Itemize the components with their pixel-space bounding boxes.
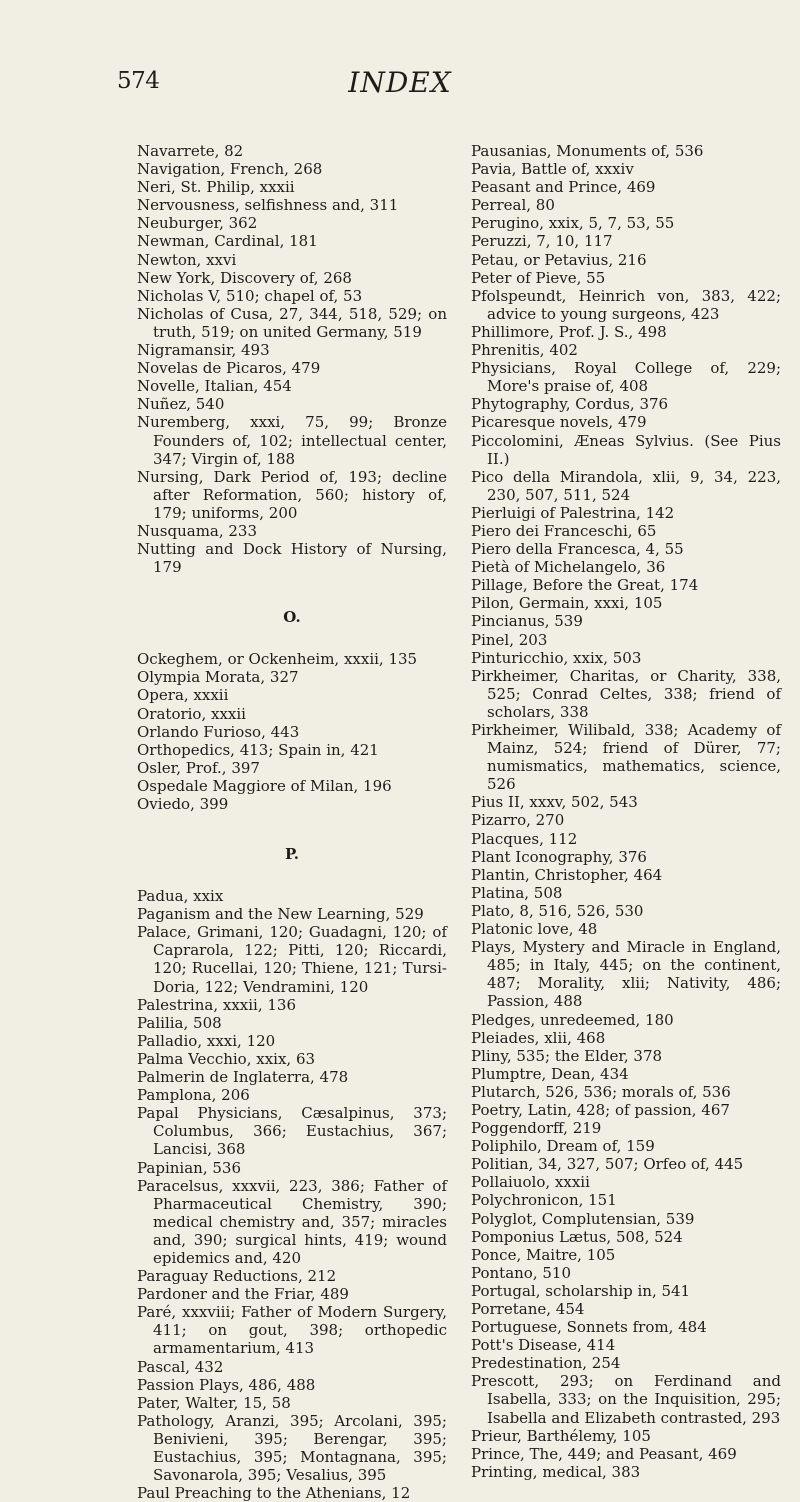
index-entry: Orlando Furioso, 443	[137, 722, 300, 741]
index-entry: Pliny, 535; the Elder, 378	[471, 1046, 663, 1065]
index-entry: Pomponius Lætus, 508, 524	[471, 1227, 683, 1246]
index-entry: Pavia, Battle of, xxxiv	[471, 160, 634, 179]
index-entry: Paracelsus, xxxvii, 223, 386; Father of Pharmaceutical Chemistry, 390; medical chemistry and, 357; miracles and, 390; surgical hints, 419; wound epidemics and, 420	[137, 1176, 447, 1267]
index-entry: Peasant and Prince, 469	[471, 178, 656, 197]
index-entry: Piccolomini, Æneas Sylvius. (See Pius II.)	[471, 431, 781, 468]
index-entry: Poggendorff, 219	[471, 1119, 602, 1138]
index-entry: Nusquama, 233	[137, 521, 258, 540]
index-entry: Navarrete, 82	[137, 142, 244, 160]
index-entry: Nuñez, 540	[137, 395, 225, 414]
index-entry: Piero della Francesca, 4, 55	[471, 540, 684, 559]
index-entry: New York, Discovery of, 268	[137, 268, 352, 287]
index-entry: Pleiades, xlii, 468	[471, 1028, 606, 1047]
section-letter-heading: O.	[283, 608, 301, 627]
index-entry: Nigramansir, 493	[137, 341, 270, 360]
index-entry: Pierluigi of Palestrina, 142	[471, 503, 675, 522]
index-entry: Placques, 112	[471, 829, 578, 848]
index-entry: Porretane, 454	[471, 1300, 585, 1318]
index-entry: Piero dei Franceschi, 65	[471, 521, 657, 540]
index-entry: Pirkheimer, Wilibald, 338; Academy of Mainz, 524; friend of Dürer, 77; numismatics, mathematics, science, 526	[471, 721, 781, 794]
index-entry: Printing, medical, 383	[471, 1462, 641, 1481]
index-entry: Oviedo, 399	[137, 795, 229, 813]
index-entry: Peruzzi, 7, 10, 117	[471, 232, 613, 251]
index-entry: Pamplona, 206	[137, 1086, 250, 1105]
index-entry: Poetry, Latin, 428; of passion, 467	[471, 1100, 730, 1119]
index-entry: Pascal, 432	[137, 1357, 224, 1376]
index-entry: Nervousness, selfishness and, 311	[137, 196, 399, 215]
index-entry: Novelas de Picaros, 479	[137, 359, 321, 378]
index-entry: Pizarro, 270	[471, 811, 565, 830]
index-entry: Poliphilo, Dream of, 159	[471, 1137, 655, 1156]
index-entry: Novelle, Italian, 454	[137, 377, 292, 396]
index-entry: Pater, Walter, 15, 58	[137, 1393, 291, 1412]
index-entry: Predestination, 254	[471, 1354, 621, 1373]
section-letter-heading: P.	[284, 845, 300, 864]
index-entry: Physicians, Royal College of, 229; More's praise of, 408	[471, 359, 781, 396]
index-entry: Polyglot, Complutensian, 539	[471, 1209, 695, 1228]
index-entry: Portuguese, Sonnets from, 484	[471, 1318, 707, 1337]
index-entry: Osler, Prof., 397	[137, 758, 260, 777]
index-entry: Navigation, French, 268	[137, 160, 323, 179]
index-entry: Paraguay Reductions, 212	[137, 1267, 337, 1286]
index-entry: Opera, xxxii	[137, 686, 229, 705]
index-entry: Orthopedics, 413; Spain in, 421	[137, 740, 379, 759]
index-entry: Pfolspeundt, Heinrich von, 383, 422; advice to young surgeons, 423	[471, 286, 781, 323]
index-entry: Newton, xxvi	[137, 250, 237, 269]
index-column-right	[471, 142, 781, 1481]
index-entry: Polychronicon, 151	[471, 1191, 617, 1210]
index-entry: Nuremberg, xxxi, 75, 99; Bronze Founders of, 102; intellectual center, 347; Virgin of, 188	[137, 413, 447, 468]
index-entry: Pilon, Germain, xxxi, 105	[471, 594, 663, 613]
index-entry: Pollaiuolo, xxxii	[471, 1173, 590, 1192]
index-entry: Pius II, xxxv, 502, 543	[471, 793, 638, 812]
index-entry: Plantin, Christopher, 464	[471, 865, 663, 884]
index-entry: Paré, xxxviii; Father of Modern Surgery, 411; on gout, 398; orthopedic armamentarium, 413	[137, 1303, 447, 1358]
index-entry: Oratorio, xxxii	[137, 704, 246, 723]
index-entry: Perreal, 80	[471, 196, 555, 215]
index-entry: Pirkheimer, Charitas, or Charity, 338, 525; Conrad Celtes, 338; friend of scholars, 338	[471, 666, 781, 721]
index-entry: Portugal, scholarship in, 541	[471, 1281, 691, 1300]
index-entry: Ockeghem, or Ockenheim, xxxii, 135	[137, 650, 418, 669]
index-entry: Pinturicchio, xxix, 503	[471, 648, 642, 667]
index-entry: Nicholas of Cusa, 27, 344, 518, 529; on truth, 519; on united Germany, 519	[137, 304, 447, 341]
index-entry: Paul Preaching to the Athenians, 12	[137, 1484, 411, 1502]
index-entry: Phrenitis, 402	[471, 341, 578, 360]
index-entry: Pledges, unredeemed, 180	[471, 1010, 674, 1029]
index-entry: Plutarch, 526, 536; morals of, 536	[471, 1082, 731, 1101]
index-entry: Papal Physicians, Cæsalpinus, 373; Columbus, 366; Eustachius, 367; Lancisi, 368	[137, 1104, 447, 1159]
index-entry: Phillimore, Prof. J. S., 498	[471, 322, 667, 341]
index-entry: Palilia, 508	[137, 1013, 222, 1032]
index-entry: Prescott, 293; on Ferdinand and Isabella, 333; on the Inquisition, 295; Isabella and Elizabeth contrasted, 293	[471, 1372, 781, 1427]
index-entry: Ospedale Maggiore of Milan, 196	[137, 776, 392, 795]
index-entry: Perugino, xxix, 5, 7, 53, 55	[471, 214, 675, 233]
index-entry: Newman, Cardinal, 181	[137, 232, 318, 251]
index-entry: Papinian, 536	[137, 1158, 241, 1177]
index-entry: Pietà of Michelangelo, 36	[471, 558, 666, 577]
index-entry: Nursing, Dark Period of, 193; decline after Reformation, 560; history of, 179; uniforms, 200	[137, 467, 447, 522]
index-entry: Pott's Disease, 414	[471, 1336, 616, 1355]
index-entry: Plumptre, Dean, 434	[471, 1064, 629, 1083]
index-entry: Platina, 508	[471, 883, 563, 902]
index-entry: Phytography, Cordus, 376	[471, 395, 669, 414]
index-column-left	[137, 142, 447, 1502]
index-entry: Pincianus, 539	[471, 612, 583, 631]
index-entry: Prieur, Barthélemy, 105	[471, 1426, 651, 1445]
index-entry: Ponce, Maitre, 105	[471, 1245, 616, 1264]
index-entry: Palladio, xxxi, 120	[137, 1031, 276, 1050]
index-entry: Peter of Pieve, 55	[471, 268, 606, 287]
index-entry: Palace, Grimani, 120; Guadagni, 120; of Caprarola, 122; Pitti, 120; Riccardi, 120; Rucellai, 120; Thiene, 121; Tursi-Doria, 122; Vendramini, 120	[137, 923, 447, 996]
index-entry: Palmerin de Inglaterra, 478	[137, 1068, 349, 1087]
index-entry: Neuburger, 362	[137, 214, 258, 233]
index-entry: Pardoner and the Friar, 489	[137, 1285, 349, 1304]
index-entry: Plato, 8, 516, 526, 530	[471, 901, 644, 920]
index-entry: Pinel, 203	[471, 630, 548, 649]
index-entry: Picaresque novels, 479	[471, 413, 647, 432]
page-number: 574	[117, 68, 160, 94]
index-entry: Plays, Mystery and Miracle in England, 485; in Italy, 445; on the continent, 487; Morality, xlii; Nativity, 486; Passion, 488	[471, 938, 781, 1011]
index-entry: Prince, The, 449; and Peasant, 469	[471, 1444, 737, 1463]
index-entry: Pausanias, Monuments of, 536	[471, 142, 704, 160]
index-entry: Politian, 34, 327, 507; Orfeo of, 445	[471, 1155, 744, 1174]
index-entry: Neri, St. Philip, xxxii	[137, 178, 295, 197]
index-entry: Pontano, 510	[471, 1263, 572, 1282]
index-entry: Pico della Mirandola, xlii, 9, 34, 223, 230, 507, 511, 524	[471, 467, 781, 504]
index-entry: Plant Iconography, 376	[471, 847, 647, 866]
index-entry: Palestrina, xxxii, 136	[137, 995, 297, 1014]
index-entry: Nicholas V, 510; chapel of, 53	[137, 286, 363, 305]
index-entry: Padua, xxix	[137, 887, 224, 906]
index-entry: Palma Vecchio, xxix, 63	[137, 1049, 316, 1068]
index-entry: Petau, or Petavius, 216	[471, 250, 647, 269]
index-entry: Pillage, Before the Great, 174	[471, 576, 699, 595]
index-entry: Passion Plays, 486, 488	[137, 1375, 316, 1394]
index-entry: Pathology, Aranzi, 395; Arcolani, 395; Benivieni, 395; Berengar, 395; Eustachius, 395; Montagnana, 395; Savonarola, 395; Vesalius, 395	[137, 1411, 447, 1485]
index-entry: Paganism and the New Learning, 529	[137, 905, 424, 924]
running-head: INDEX	[348, 66, 452, 99]
index-entry: Platonic love, 48	[471, 920, 598, 939]
index-entry: Olympia Morata, 327	[137, 668, 299, 687]
index-entry: Nutting and Dock History of Nursing, 179	[137, 540, 447, 577]
